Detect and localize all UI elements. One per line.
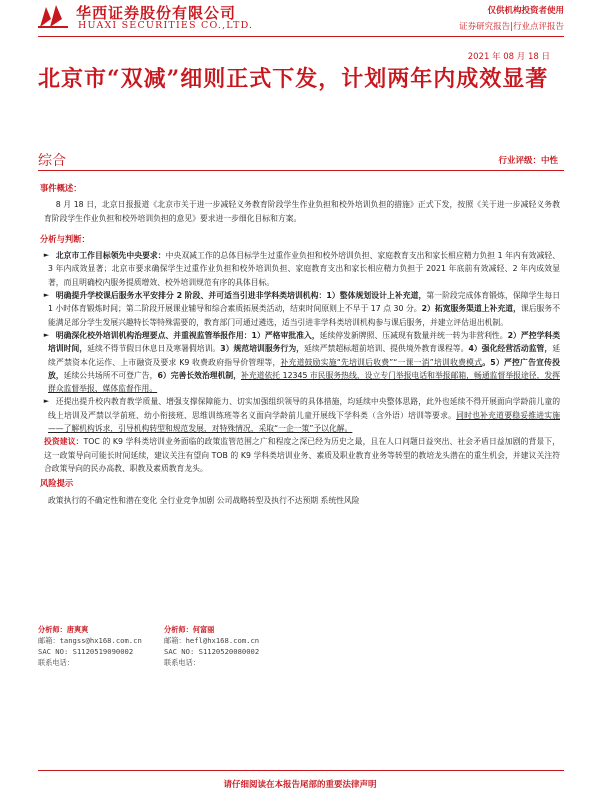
- point-2-title: 明确提升学校课后服务水平安排分 2 阶段、并可适当引进非学科类培训机构：1）整体规划设计上补充道，: [55, 291, 427, 301]
- legal-notice: 请仔细阅读在本报告尾部的重要法律声明: [223, 780, 377, 790]
- footer-divider: [38, 770, 564, 771]
- bullet-icon: ►: [43, 397, 50, 406]
- analysis-point-1: [44, 249, 560, 289]
- report-date: 2021 年 08 月 18 日: [467, 52, 550, 62]
- bullet-icon: ►: [43, 330, 50, 339]
- point-3-sub-4: 4）强化经营活动监管，: [468, 344, 553, 354]
- point-4-underline: 同时也补充道要稳妥推进实施——了解机构诉求，引导机构转型和规范发展，对特殊情况，采取“一企一策”予以化解。: [48, 410, 561, 434]
- point-3-text-4: 延续严禁资本化运作、上市融资及要求 K9 收费政府指导价管理等，: [48, 344, 561, 367]
- audience-tagline: 仅供机构投资者使用: [487, 6, 564, 16]
- point-3-underline-2: 补充道依托 12345 市民服务热线，设立专门举报电话和举报邮箱，畅通监督举报途径，发挥群众监督举报、媒体监督作用。: [48, 370, 561, 394]
- analysis-heading: 分析与判断：: [40, 233, 90, 244]
- sector-name: 综合: [38, 153, 66, 169]
- header-divider: [38, 36, 564, 37]
- investment-label: 投资建议：: [44, 437, 84, 447]
- point-3-sub-2: 2）严控学科类培训时间，: [48, 330, 561, 354]
- section-divider: [38, 170, 564, 171]
- analyst-phone: 联系电话：: [38, 658, 74, 667]
- point-4-text: 还提出提升校内教育教学质量、增强支撑保障能力、切实加强组织领导的具体措施，均延续中央整体思路，此外也延续不得开展面向学龄前儿童的线上培训及严禁以学前班、幼小衔接班、思维训练班等名义面向学龄前儿童开展线下学科类（含外语）培训等要求。: [48, 397, 560, 420]
- point-1-text: 中央双减工作的总体目标学生过重作业负担和校外培训负担、家庭教育支出和家长相应精力负担 1 年内有效减轻、3 年内成效显著；北京市要求确保学生过重作业负担和校外培训负担、家庭教育支出和家长相应精力负担于 2021 年底前有效减轻、2 年内成效显著，而且明确校内服务提质增效、校外培训规范有序的具体目标。: [48, 251, 560, 287]
- industry-rating: 行业评级：中性: [498, 156, 558, 166]
- point-1-title: 北京市工作目标领先中央要求：: [55, 251, 166, 261]
- point-3-text-3: 延续严禁超标超前培训、提供境外教育课程等。: [304, 344, 469, 354]
- analysis-point-2: [44, 289, 560, 329]
- investment-text: TOC 的 K9 学科类培训业务面临的政策监管范围之广和程度之深已经为历史之最，且在人口问题日益突出、社会矛盾日益加剧的背景下，这一政策导向可能长时间延续，建议关注有望向 TOB 的 K9 学科类培训业务、素质及职业教育业务等转型的教培龙头潜在的重生机会，并建议关注符合政策导向的民办高教、职教及素质教育龙头。: [44, 437, 561, 473]
- risk-text: 政策执行的不确定性和潜在变化 全行业竞争加剧 公司战略转型及执行不达预期 系统性风险: [48, 495, 360, 505]
- report-header: [0, 0, 600, 38]
- analyst-block: [38, 624, 562, 672]
- analyst-card: [164, 624, 384, 668]
- point-2-text-2: 课后服务不能满足部分学生发展兴趣特长等特殊需要的，教育部门可通过遴选，适当引进非学科类培训机构参与课后服务，并建立评估退出机制。: [48, 304, 560, 327]
- analysis-point-3: [44, 329, 560, 395]
- point-2-subtitle: 2）拓宽服务渠道上补充道，: [421, 304, 521, 314]
- point-2-text-1: 第一阶段完成体育锻炼，保障学生每日 1 小时体育锻炼时间；第二阶段开展课业辅导和综合素质拓展类活动，结束时间原则上不早于 17 点 30 分。: [48, 291, 561, 314]
- bullet-icon: ►: [43, 291, 50, 300]
- analyst-phone: 联系电话：: [164, 658, 200, 667]
- analyst-sac: SAC NO: S1120520080002: [164, 647, 260, 656]
- report-type: 证券研究报告|行业点评报告: [459, 22, 564, 32]
- point-3-sub-5: 。5）严控广告宣传投放，: [48, 357, 561, 380]
- point-3-sub-3: 3）规范培训服务行为，: [220, 344, 305, 354]
- company-name-en: HUAXI SECURITIES CO.,LTD.: [78, 20, 254, 31]
- risk-heading: 风险提示: [40, 478, 74, 489]
- bullet-icon: ►: [43, 251, 50, 260]
- analyst-name: 分析师：唐爽爽: [38, 625, 89, 634]
- point-3-text-1: 延续停发新牌照、压减现有数量并统一转为非营利性。: [319, 330, 508, 340]
- event-heading: 事件概述：: [40, 183, 82, 193]
- point-3-text-5: 延续公共场所不可登广告，: [63, 370, 158, 380]
- report-title: 北京市“双减”细则正式下发，计划两年内成效显著: [38, 66, 549, 92]
- point-3-text-2: 延续不得节假日休息日及寒暑假培训。: [87, 344, 221, 354]
- analyst-email[interactable]: 邮箱：tangss@hx168.com.cn: [38, 636, 142, 645]
- analysis-point-4: [44, 395, 560, 435]
- investment-advice: [44, 435, 560, 475]
- analyst-name: 分析师：何富丽: [164, 625, 215, 634]
- analyst-email[interactable]: 邮箱：hefl@hx168.com.cn: [164, 636, 260, 645]
- point-3-title: 明确深化校外培训机构治理要点、并重视监管举报作用：1）严格审批准入，: [55, 330, 320, 340]
- point-3-sub-6: 6）完善长效治理机制，: [157, 370, 242, 380]
- company-name-cn: 华西证券股份有限公司: [76, 4, 237, 22]
- report-body: [40, 180, 561, 507]
- analyst-sac: SAC NO: S1120519090002: [38, 647, 134, 656]
- point-3-underline-1: 补充道鼓励实施“先培训后收费”“一课一消”培训收费模式: [280, 357, 483, 367]
- event-text: 8 月 18 日，北京日报报道《北京市关于进一步减轻义务教育阶段学生作业负担和校外培训负担的措施》正式下发，按照《关于进一步减轻义务教育阶段学生作业负担和校外培训负担的意见》要求进一步细化目标和方案。: [44, 200, 560, 223]
- huaxi-logo-icon: [38, 3, 68, 29]
